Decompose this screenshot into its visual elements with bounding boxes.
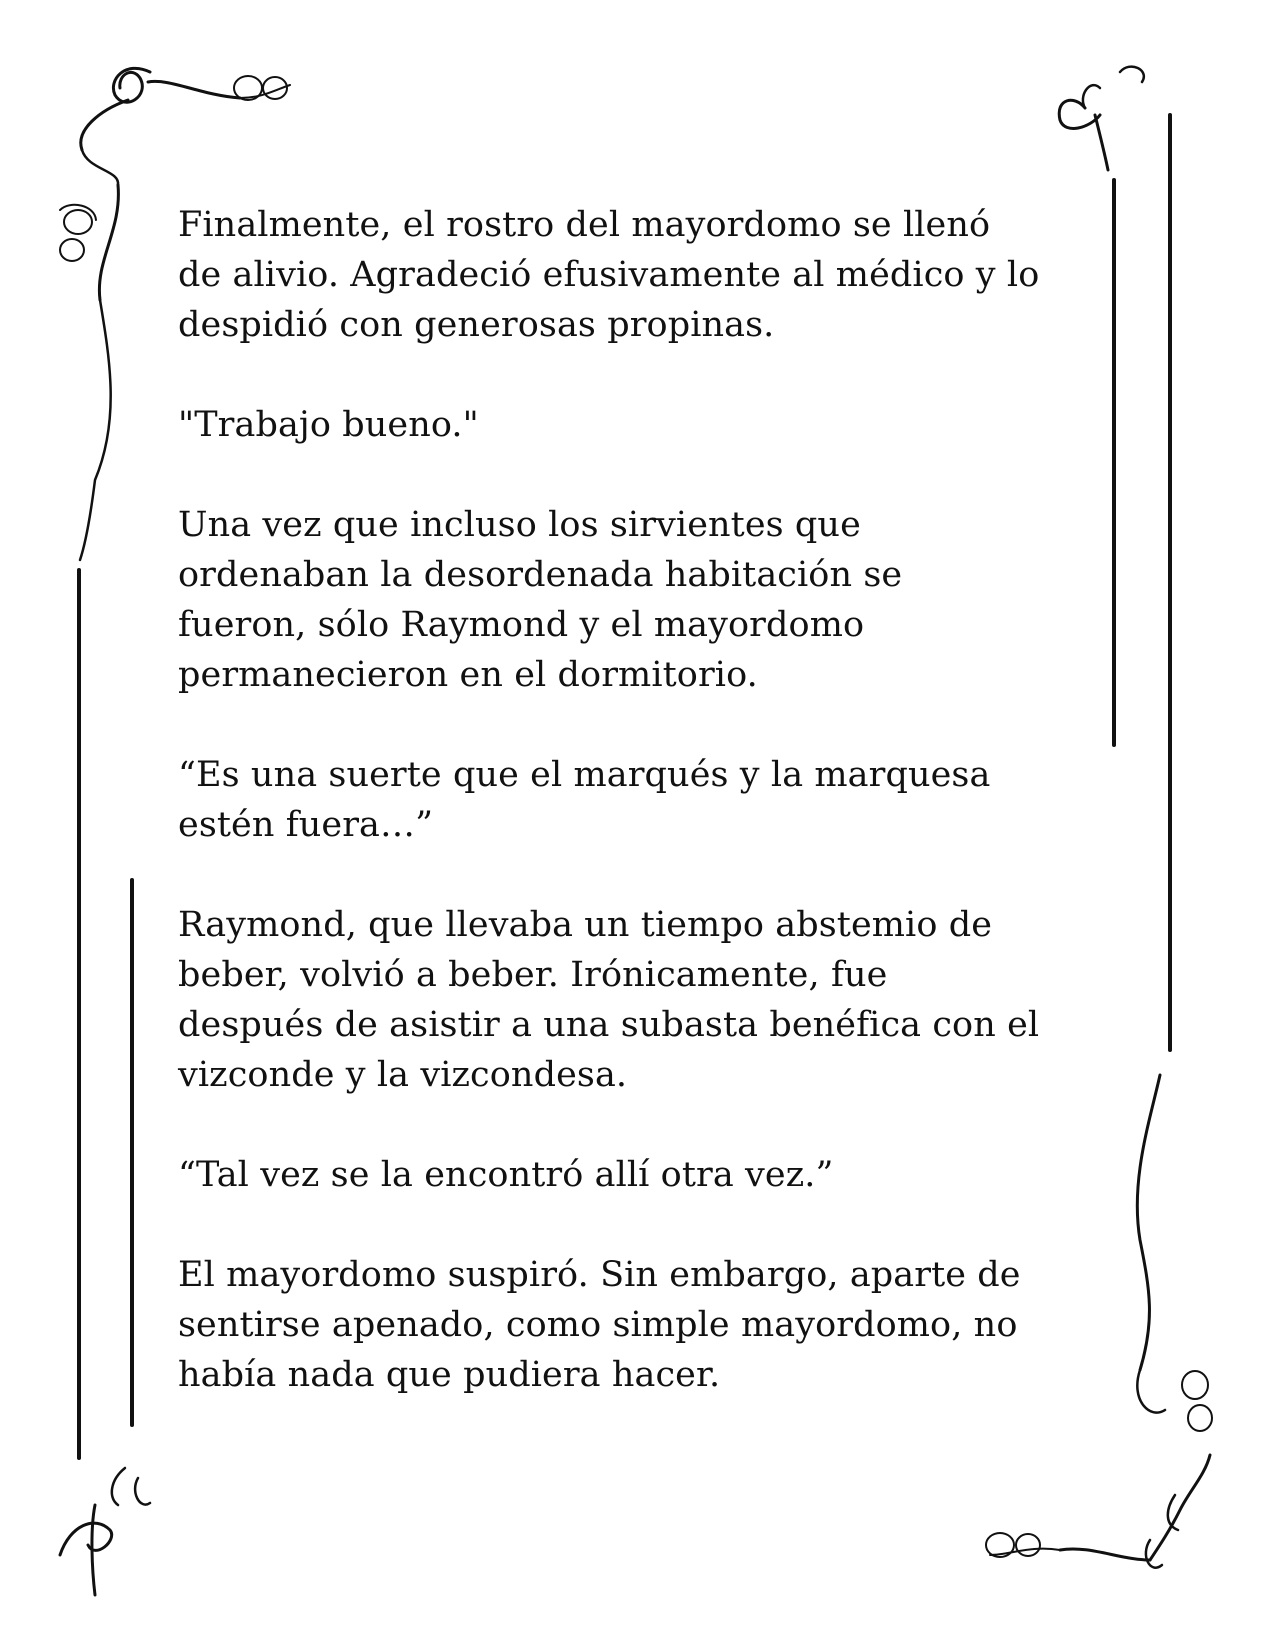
paragraph: Finalmente, el rostro del mayordomo se llenó de alivio. Agradeció efusivamente al médico y lo despidió con generosas propinas. bbox=[178, 205, 1040, 345]
paragraph: Raymond, que llevaba un tiempo abstemio de beber, volvió a beber. Irónicamente, fue después de asistir a una subasta benéfica con el vizconde y la vizcondesa. bbox=[178, 905, 1040, 1095]
flourish-bottom-left bbox=[60, 1468, 150, 1595]
paragraph: "Trabajo bueno." bbox=[178, 405, 479, 445]
paragraph: Una vez que incluso los sirvientes que ordenaban la desordenada habitación se fueron, sólo Raymond y el mayordomo permanecieron en el dormitorio. bbox=[178, 505, 903, 695]
paragraph: “Es una suerte que el marqués y la marquesa estén fuera…” bbox=[178, 755, 991, 845]
paragraph: “Tal vez se la encontró allí otra vez.” bbox=[178, 1155, 834, 1195]
paragraph: El mayordomo suspiró. Sin embargo, aparte de sentirse apenado, como simple mayordomo, no había nada que pudiera hacer. bbox=[178, 1255, 1021, 1395]
page-text bbox=[178, 200, 1118, 1450]
